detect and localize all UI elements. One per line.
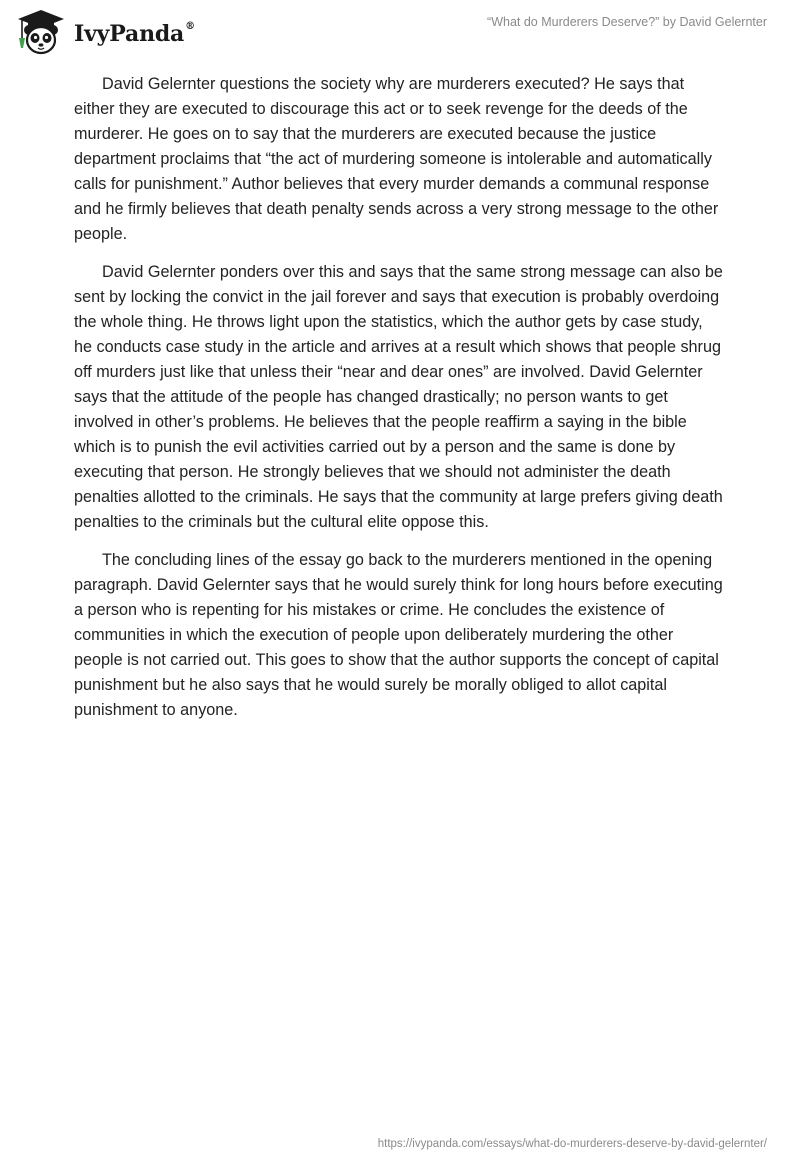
ivypanda-logo[interactable] bbox=[14, 8, 195, 56]
essay-body bbox=[74, 72, 724, 736]
page-header bbox=[0, 0, 800, 64]
paragraph-2: David Gelernter ponders over this and says that the same strong message can also be sent by locking the convict in the jail forever and says that execution is probably overdoing the whole thing. He throws light upon the statistics, which the author gets by case study, he conducts case study in the article and arrives at a result which shows that people shrug off murders just like that unless their “near and dear ones” are involved. David Gelernter says that the attitude of the people has changed drastically; no person wants to get involved in other’s problems. He believes that the people reaffirm a saying in the bible which is to punish the evil activities carried out by a person and the same is done by executing that person. He strongly believes that we should not administer the death penalties allotted to the criminals. He says that the community at large prefers giving death penalties to the criminals but the cultural elite oppose this. bbox=[74, 263, 723, 531]
source-url[interactable]: https://ivypanda.com/essays/what-do-murderers-deserve-by-david-gelernter/ bbox=[377, 1138, 767, 1150]
paragraph-3: The concluding lines of the essay go back to the murderers mentioned in the opening paragraph. David Gelernter says that he would surely think for long hours before executing a person who is repenting for his mistakes or crime. He concludes the existence of communities in which the execution of people upon deliberately murdering the other people is not carried out. This goes to show that the author supports the concept of capital punishment but he also says that he would surely be morally obliged to allot capital punishment to anyone. bbox=[74, 551, 723, 719]
paragraph-1: David Gelernter questions the society why are murderers executed? He says that either they are executed to discourage this act or to seek revenge for the deeds of the murderer. He goes on to say that the murderers are executed because the justice department proclaims that “the act of murdering someone is intolerable and automatically calls for punishment.” Author believes that every murder demands a communal response and he firmly believes that death penalty sends across a very strong message to the other people. bbox=[74, 75, 719, 243]
registered-mark: ® bbox=[185, 20, 195, 32]
document-title: “What do Murderers Deserve?” by David Gelernter bbox=[487, 15, 767, 29]
logo-text: IvyPanda bbox=[74, 21, 185, 47]
logo-wordmark bbox=[74, 21, 195, 47]
panda-graduate-icon bbox=[14, 8, 68, 56]
